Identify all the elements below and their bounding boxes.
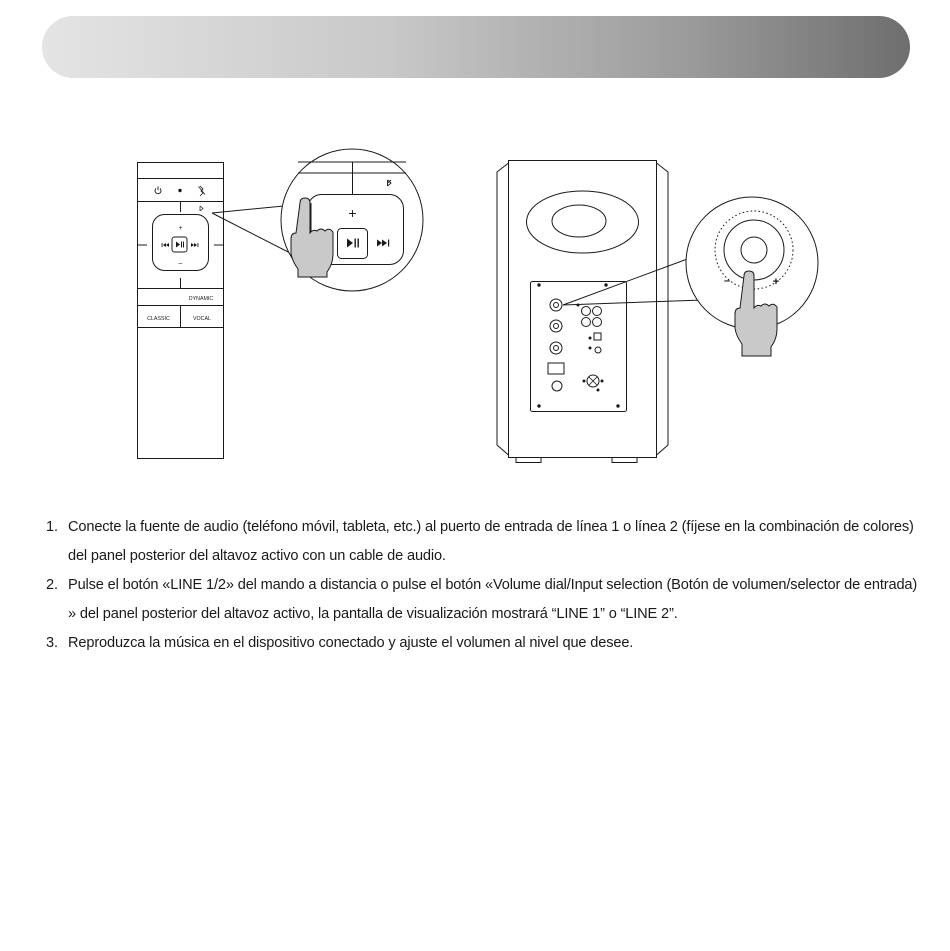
instruction-text: Conecte la fuente de audio (teléfono móvil, tableta, etc.) al puerto de entrada de línea 1 o línea 2 (fíjese en la combinación de colores) del panel posterior del altavoz activo con un cable de audio. (68, 519, 914, 564)
instruction-item (46, 629, 926, 658)
knob-plus-label: + (772, 276, 780, 288)
instruction-list (46, 513, 926, 658)
dynamic-button[interactable]: DYNAMIC (188, 296, 214, 302)
zoom-plus-label: + (348, 205, 357, 221)
instruction-item (46, 513, 926, 571)
remote-minus-label: – (178, 260, 183, 267)
remote-control (138, 163, 224, 459)
vocal-button[interactable]: VOCAL (193, 316, 211, 322)
instruction-item (46, 571, 926, 629)
classic-button[interactable]: CLASSIC (147, 316, 170, 322)
bluetooth-icon[interactable] (179, 189, 181, 191)
remote-plus-label: + (178, 225, 183, 232)
speaker-back-panel (497, 161, 668, 463)
instruction-number: 2. (46, 577, 58, 593)
instruction-text: Reproduzca la música en el dispositivo conectado y ajuste el volumen al nivel que desee. (68, 635, 634, 651)
instruction-number: 1. (46, 519, 58, 535)
knob-minus-label: – (723, 275, 731, 287)
instruction-text: Pulse el botón «LINE 1/2» del mando a distancia o pulse el botón «Volume dial/Input selection (Botón de volumen/selector de entrada) » del panel posterior del altavoz activo, la pantalla de visualización mostrará “LINE 1” o “LINE 2”. (68, 577, 918, 622)
instruction-number: 3. (46, 635, 58, 651)
